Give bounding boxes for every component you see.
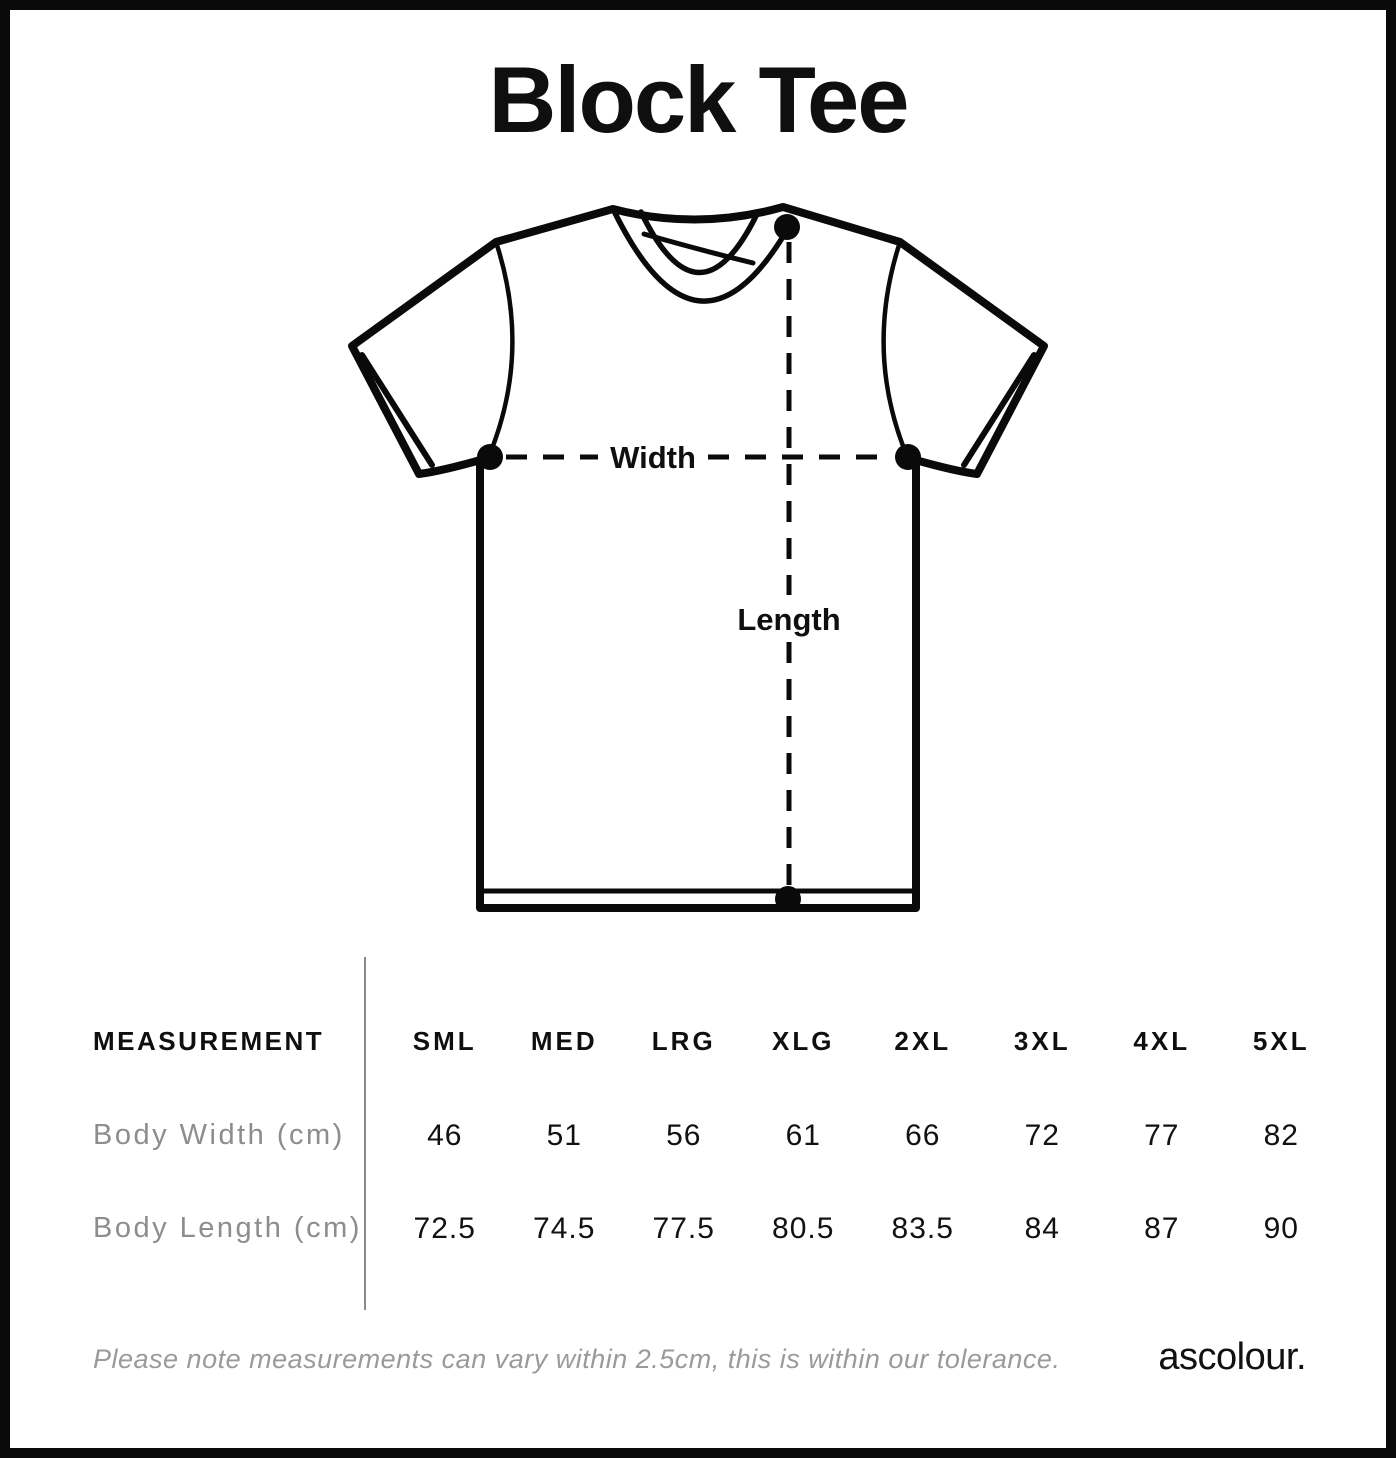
measurement-column-header: MEASUREMENT: [93, 1026, 325, 1056]
body-length-4xl: 87: [1144, 1212, 1180, 1245]
body-width-3xl: 72: [1024, 1119, 1060, 1152]
size-header-5xl: 5XL: [1252, 1026, 1310, 1056]
row-label-body-length: Body Length (cm): [93, 1212, 362, 1244]
body-width-xlg: 61: [785, 1119, 821, 1152]
size-header-3xl: 3XL: [1013, 1026, 1071, 1056]
size-header-lrg: LRG: [651, 1026, 716, 1056]
length-label: Length: [737, 602, 841, 637]
brand-wordmark: ascolour.: [1158, 1336, 1306, 1378]
size-header-xlg: XLG: [772, 1026, 835, 1056]
body-width-med: 51: [546, 1119, 582, 1152]
body-length-2xl: 83.5: [891, 1212, 954, 1245]
width-label: Width: [610, 440, 696, 475]
tee-outline: [352, 207, 1044, 908]
body-width-4xl: 77: [1144, 1119, 1180, 1152]
size-header-med: MED: [530, 1026, 598, 1056]
table-row-body-length: [0, 1212, 1396, 1246]
body-length-lrg: 77.5: [652, 1212, 715, 1245]
table-header-row: [0, 1026, 1396, 1060]
table-row-body-width: [0, 1119, 1396, 1153]
size-header-2xl: 2XL: [894, 1026, 952, 1056]
measurement-dot-right-underarm: [895, 444, 921, 470]
measurement-dot-left-underarm: [477, 444, 503, 470]
body-width-sml: 46: [427, 1119, 463, 1152]
body-length-med: 74.5: [533, 1212, 596, 1245]
page-title: Block Tee: [488, 47, 908, 152]
size-header-4xl: 4XL: [1133, 1026, 1191, 1056]
measurement-dot-hem: [775, 886, 801, 912]
body-length-3xl: 84: [1024, 1212, 1060, 1245]
size-header-sml: SML: [412, 1026, 477, 1056]
row-label-body-width: Body Width (cm): [93, 1119, 345, 1151]
body-width-5xl: 82: [1263, 1119, 1299, 1152]
tolerance-note: Please note measurements can vary within 2.5cm, this is within our tolerance.: [93, 1344, 1061, 1374]
body-width-lrg: 56: [666, 1119, 702, 1152]
body-length-sml: 72.5: [413, 1212, 476, 1245]
body-length-xlg: 80.5: [772, 1212, 835, 1245]
body-width-2xl: 66: [905, 1119, 941, 1152]
body-length-5xl: 90: [1263, 1212, 1299, 1245]
measurement-dot-neck: [774, 214, 800, 240]
